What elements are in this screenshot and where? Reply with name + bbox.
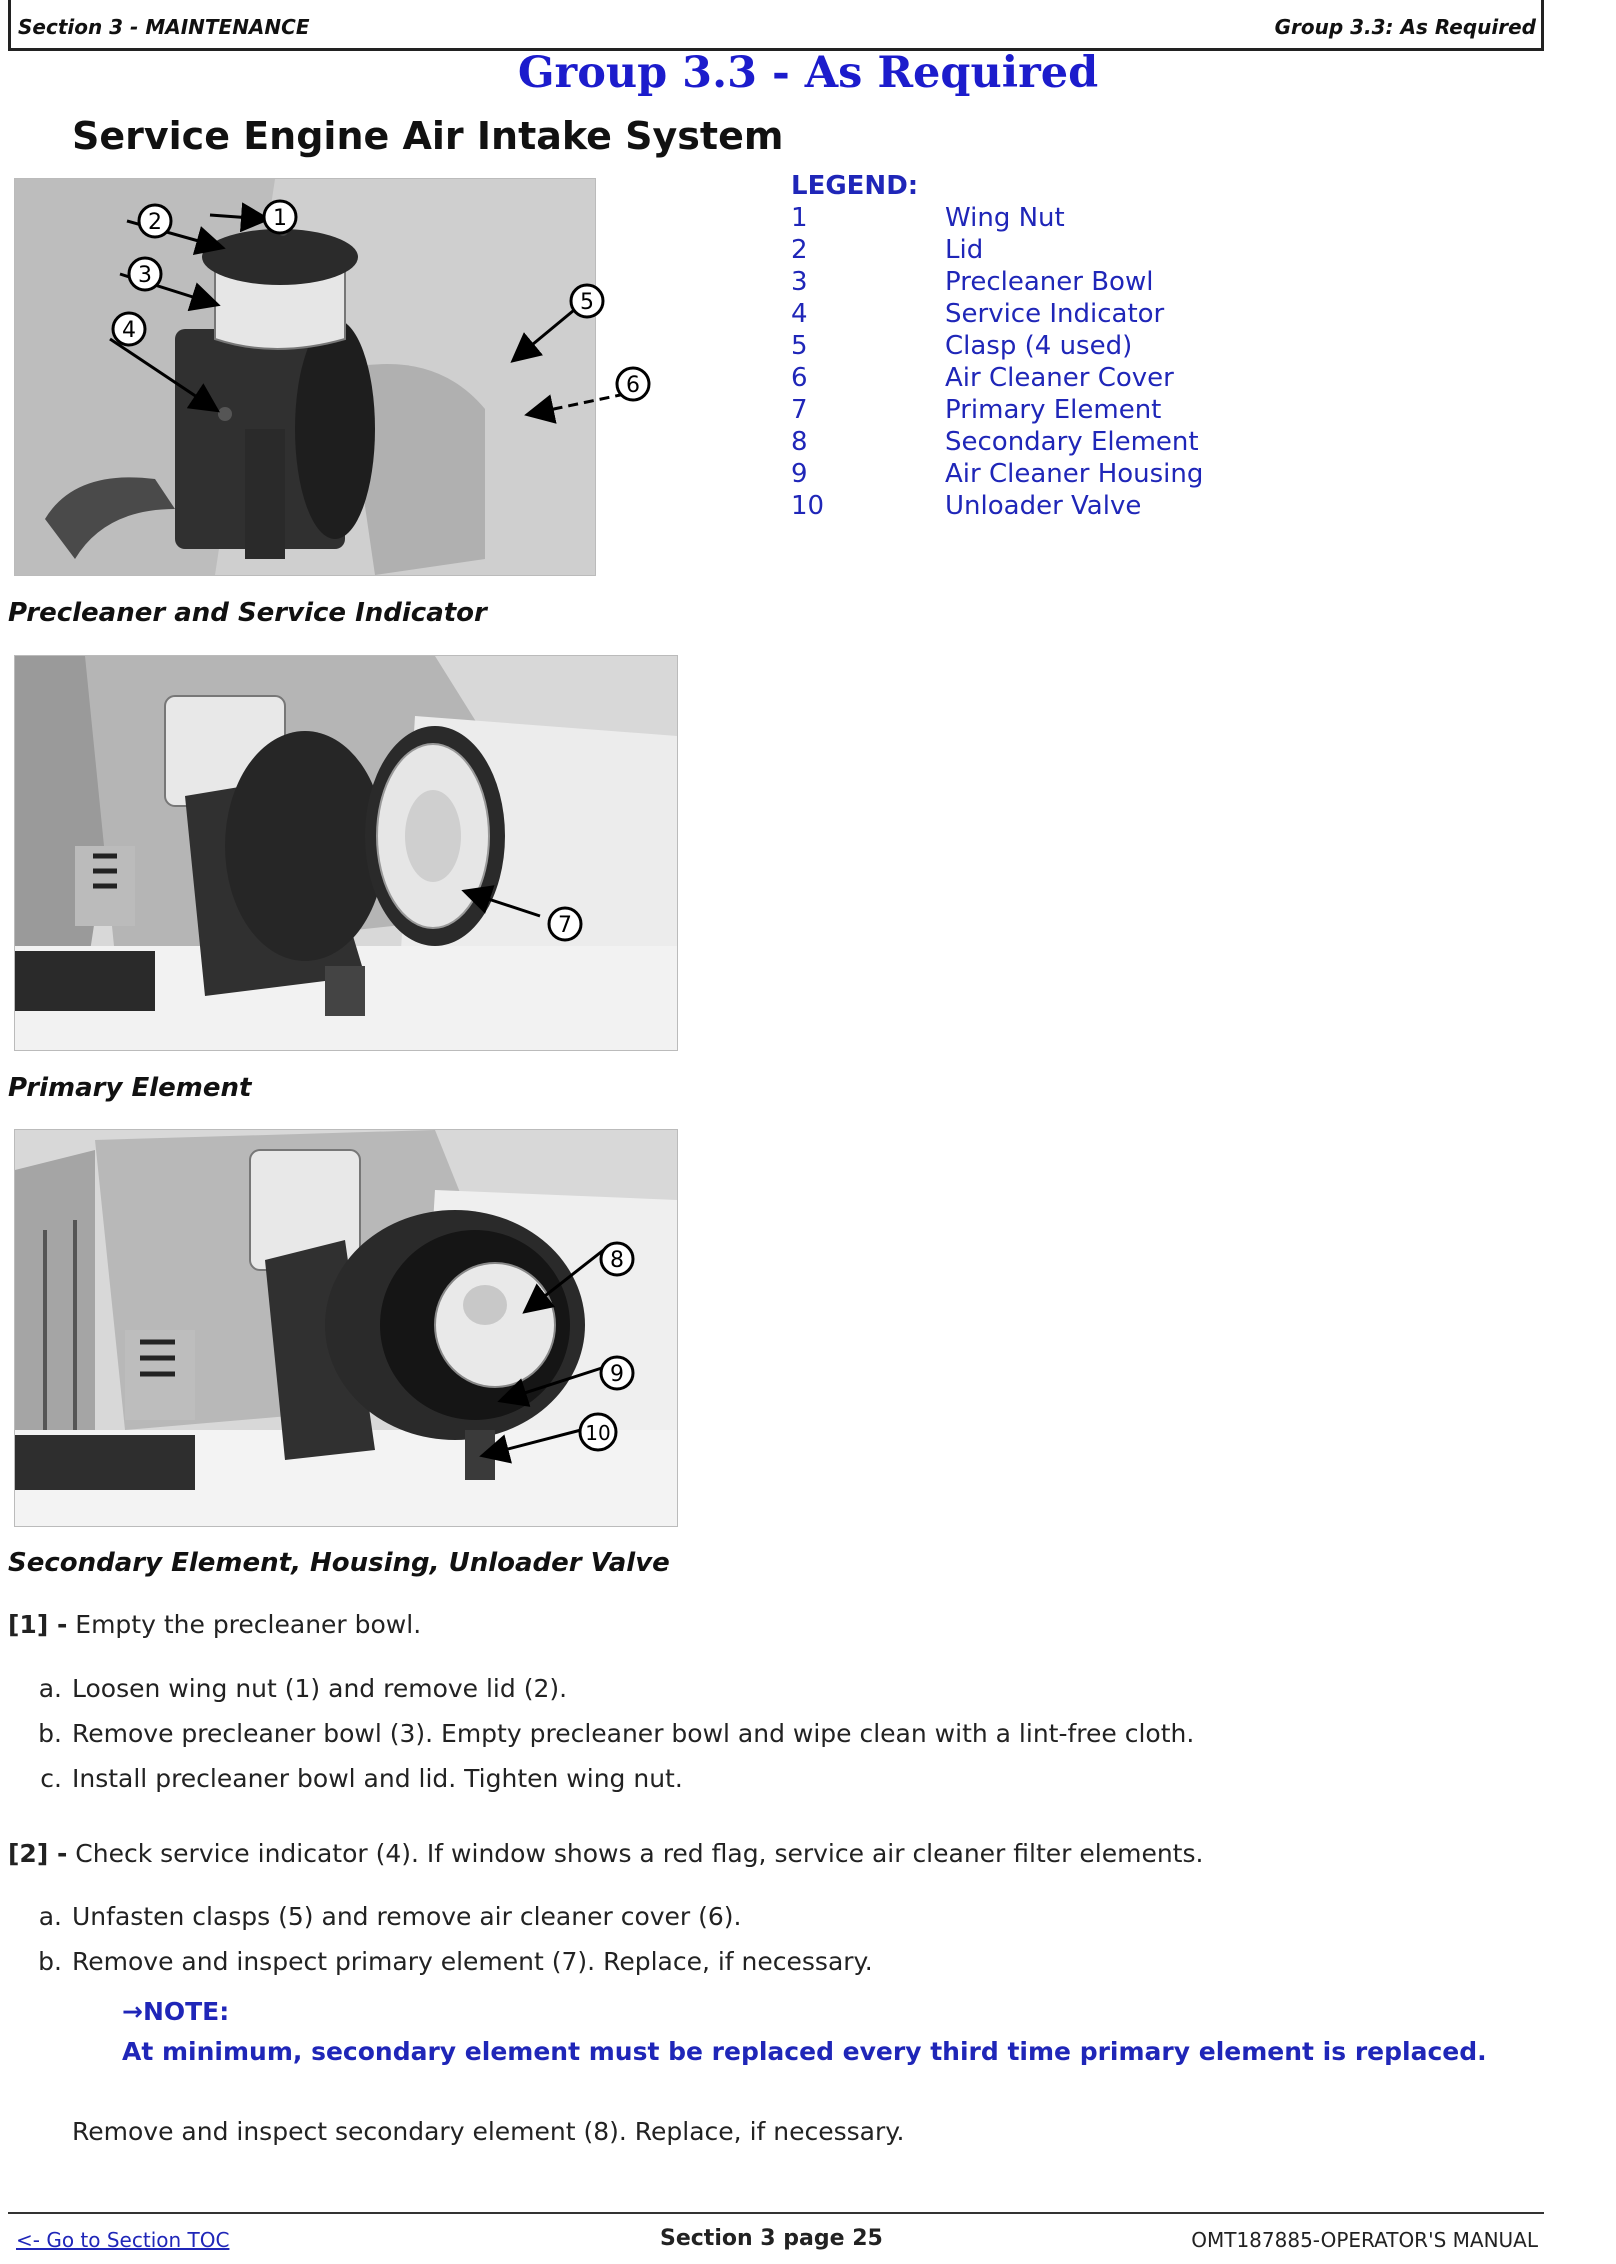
secondary-element	[435, 1263, 555, 1387]
primary-element-illustration	[15, 656, 677, 1050]
step-2	[8, 1839, 1203, 1868]
substep-text: Remove and inspect primary element (7). Replace, if necessary.	[72, 1947, 873, 1976]
page-number: Section 3 page 25	[660, 2226, 883, 2251]
substep	[24, 1719, 1194, 1748]
callout	[601, 1357, 633, 1389]
substep	[24, 1674, 567, 1703]
callout	[617, 368, 649, 400]
callout-label: 8	[610, 1248, 624, 1273]
figure-secondary-element-photo	[14, 1129, 678, 1527]
substep-letter: b.	[38, 1719, 62, 1748]
legend-label: Air Cleaner Housing	[945, 459, 1204, 489]
figure-caption: Precleaner and Service Indicator	[8, 598, 487, 628]
figure-caption: Primary Element	[8, 1073, 252, 1103]
note-heading: →NOTE:	[122, 1997, 230, 2026]
legend-number: 5	[791, 331, 808, 361]
legend-label: Service Indicator	[945, 299, 1165, 329]
legend	[791, 170, 1203, 522]
lid	[202, 229, 358, 285]
legend-item	[791, 426, 1203, 458]
substep-letter: a.	[38, 1674, 62, 1703]
callout-label: 9	[610, 1362, 624, 1387]
header-group-label: Group 3.3: As Required	[1274, 15, 1536, 39]
figure-precleaner-photo	[14, 178, 640, 576]
footer-divider	[8, 2212, 1544, 2214]
legend-number: 9	[791, 459, 808, 489]
step-marker: [1] -	[8, 1610, 68, 1639]
legend-number: 1	[791, 203, 808, 233]
group-title: Group 3.3 - As Required	[517, 48, 1099, 98]
legend-number: 7	[791, 395, 808, 425]
legend-label: Air Cleaner Cover	[945, 363, 1174, 393]
step-marker: [2] -	[8, 1839, 68, 1868]
callout-label: 7	[558, 913, 572, 938]
legend-number: 10	[791, 491, 825, 521]
legend-heading: LEGEND:	[791, 171, 919, 201]
step-1	[8, 1610, 421, 1639]
note-body: At minimum, secondary element must be replaced every third time primary element is replaced.	[122, 2037, 1487, 2066]
callout-label: 2	[148, 210, 162, 235]
legend-item	[791, 458, 1203, 490]
section-title: Service Engine Air Intake System	[72, 114, 784, 158]
figure-caption: Secondary Element, Housing, Unloader Valve	[8, 1548, 670, 1578]
precleaner-illustration	[15, 179, 640, 575]
legend-label: Lid	[945, 235, 984, 265]
legend-label: Precleaner Bowl	[945, 267, 1154, 297]
header-left-rule	[8, 0, 11, 50]
legend-number: 2	[791, 235, 808, 265]
callout-label: 4	[122, 318, 136, 343]
callout-label: 1	[273, 206, 287, 231]
header-right-rule	[1541, 0, 1544, 50]
legend-label: Secondary Element	[945, 427, 1199, 457]
legend-number: 6	[791, 363, 808, 393]
legend-label: Unloader Valve	[945, 491, 1142, 521]
substep-letter: a.	[38, 1902, 62, 1931]
callout	[113, 313, 145, 345]
substep-text: Loosen wing nut (1) and remove lid (2).	[72, 1674, 568, 1703]
legend-number: 4	[791, 299, 808, 329]
callout-label: 10	[585, 1421, 611, 1445]
callout	[580, 1414, 616, 1450]
header-section-label: Section 3 - MAINTENANCE	[18, 15, 310, 39]
legend-item	[791, 298, 1203, 330]
callout	[264, 201, 296, 233]
substep-letter: b.	[38, 1947, 62, 1976]
secondary-element-illustration	[15, 1130, 677, 1526]
substep	[24, 1947, 873, 1976]
step-text: Check service indicator (4). If window shows a red flag, service air cleaner filter elements.	[75, 1839, 1204, 1868]
substep-text: Remove precleaner bowl (3). Empty precleaner bowl and wipe clean with a lint-free cloth.	[72, 1719, 1195, 1748]
callout-label: 3	[138, 263, 152, 288]
substep-text: Unfasten clasps (5) and remove air cleaner cover (6).	[72, 1902, 742, 1931]
substep-text: Install precleaner bowl and lid. Tighten wing nut.	[72, 1764, 683, 1793]
legend-number: 8	[791, 427, 808, 457]
legend-label: Primary Element	[945, 395, 1162, 425]
legend-item	[791, 202, 1203, 234]
callout-label: 5	[580, 290, 594, 315]
legend-item	[791, 234, 1203, 266]
manual-id: OMT187885-OPERATOR'S MANUAL	[1191, 2228, 1538, 2252]
figure-primary-element-photo	[14, 655, 678, 1051]
legend-label: Clasp (4 used)	[945, 331, 1133, 361]
legend-item	[791, 330, 1203, 362]
legend-label: Wing Nut	[945, 203, 1065, 233]
substep-letter: c.	[40, 1764, 62, 1793]
after-note-text: Remove and inspect secondary element (8). Replace, if necessary.	[72, 2117, 905, 2146]
substep	[24, 1764, 683, 1793]
callout	[601, 1243, 633, 1275]
callout	[571, 285, 603, 317]
section-toc-link[interactable]: <- Go to Section TOC	[16, 2228, 230, 2252]
legend-item	[791, 266, 1203, 298]
legend-item	[791, 394, 1203, 426]
substep	[24, 1902, 742, 1931]
legend-item	[791, 362, 1203, 394]
callout	[129, 258, 161, 290]
callout-label: 6	[626, 373, 640, 398]
legend-item	[791, 490, 1203, 522]
legend-number: 3	[791, 267, 808, 297]
service-indicator	[218, 407, 232, 421]
step-text: Empty the precleaner bowl.	[75, 1610, 422, 1639]
callout	[139, 205, 171, 237]
callout	[549, 908, 581, 940]
